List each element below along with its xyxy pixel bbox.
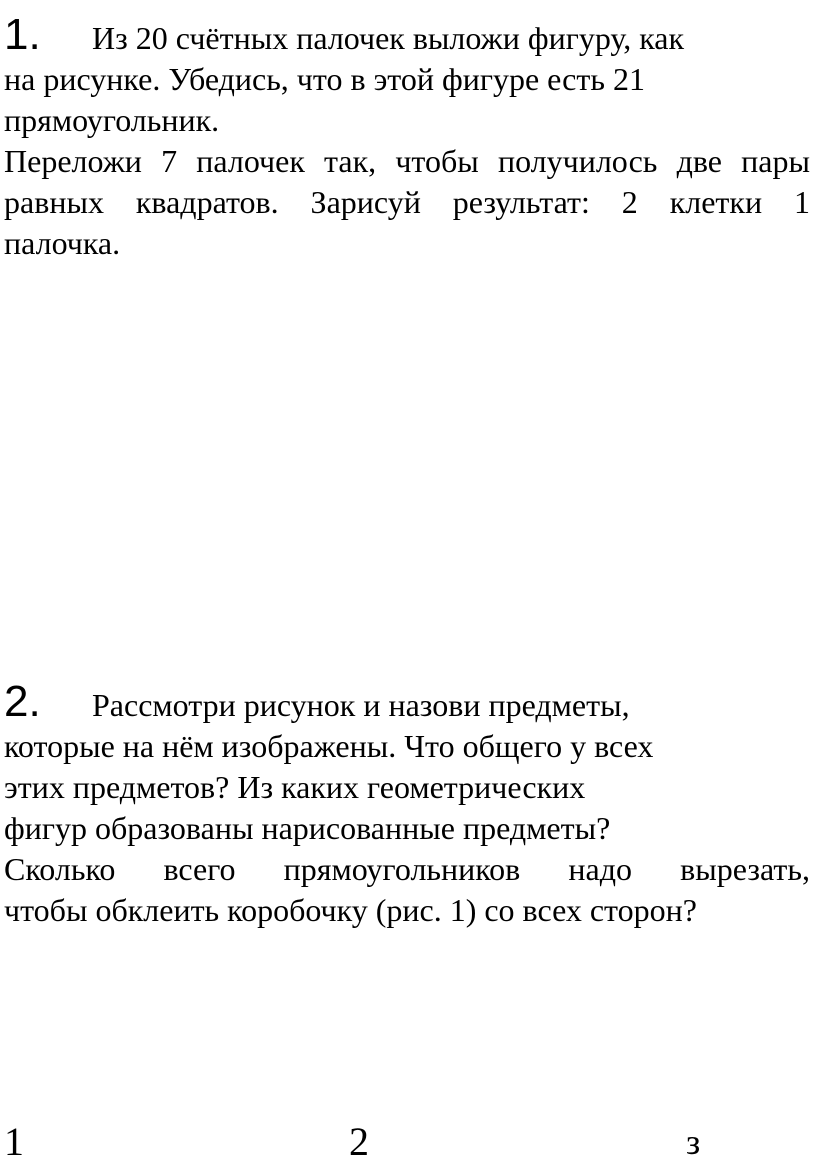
task-2-first-line — [4, 677, 810, 726]
word: две — [676, 143, 722, 179]
word: квадратов. — [135, 184, 279, 220]
word: прямоугольников — [283, 851, 521, 887]
word: Сколько — [4, 851, 116, 887]
task-2-text-line: которые на нём изображены. Что общего у всех — [4, 728, 654, 764]
task-1-text-line: на рисунке. Убедись, что в этой фигуре есть 21 — [4, 61, 645, 97]
task-2-number: 2. — [4, 677, 41, 726]
word: результат: — [452, 184, 590, 220]
word: 7 — [161, 143, 178, 179]
word: вырезать, — [680, 851, 810, 887]
word: клетки — [669, 184, 763, 220]
figure-label-2: 2 — [349, 1119, 369, 1164]
task-1-last-line: палочка. — [4, 225, 121, 261]
word: всего — [163, 851, 236, 887]
word: получилось — [497, 143, 658, 179]
word: палочек — [196, 143, 305, 179]
task-2 — [4, 677, 810, 931]
task-2-text-line: этих предметов? Из каких геометрических — [4, 769, 586, 805]
figure-label-3: з — [686, 1122, 701, 1162]
task-2-justified-line — [4, 849, 810, 890]
word: 1 — [794, 184, 810, 220]
task-1 — [4, 10, 810, 264]
word: Зарисуй — [310, 184, 421, 220]
word: надо — [568, 851, 633, 887]
task-1-justified-line — [4, 141, 810, 182]
task-1-justified-line — [4, 182, 810, 223]
task-1-text-line: Из 20 счётных палочек выложи фигуру, как — [92, 20, 684, 56]
task-2-last-line: чтобы обклеить коробочку (рис. 1) со всех сторон? — [4, 892, 697, 928]
word: равных — [4, 184, 104, 220]
task-1-first-line — [4, 10, 810, 59]
word: Переложи — [4, 143, 142, 179]
task-2-text-line: фигур образованы нарисованные предметы? — [4, 810, 611, 846]
word: 2 — [621, 184, 638, 220]
task-1-text-line: прямоугольник. — [4, 102, 220, 138]
word: чтобы — [395, 143, 479, 179]
figure-label-1: 1 — [4, 1119, 24, 1164]
task-1-number: 1. — [4, 10, 41, 59]
word: так, — [324, 143, 377, 179]
word: пары — [741, 143, 810, 179]
task-2-text-line: Рассмотри рисунок и назови предметы, — [92, 687, 630, 723]
